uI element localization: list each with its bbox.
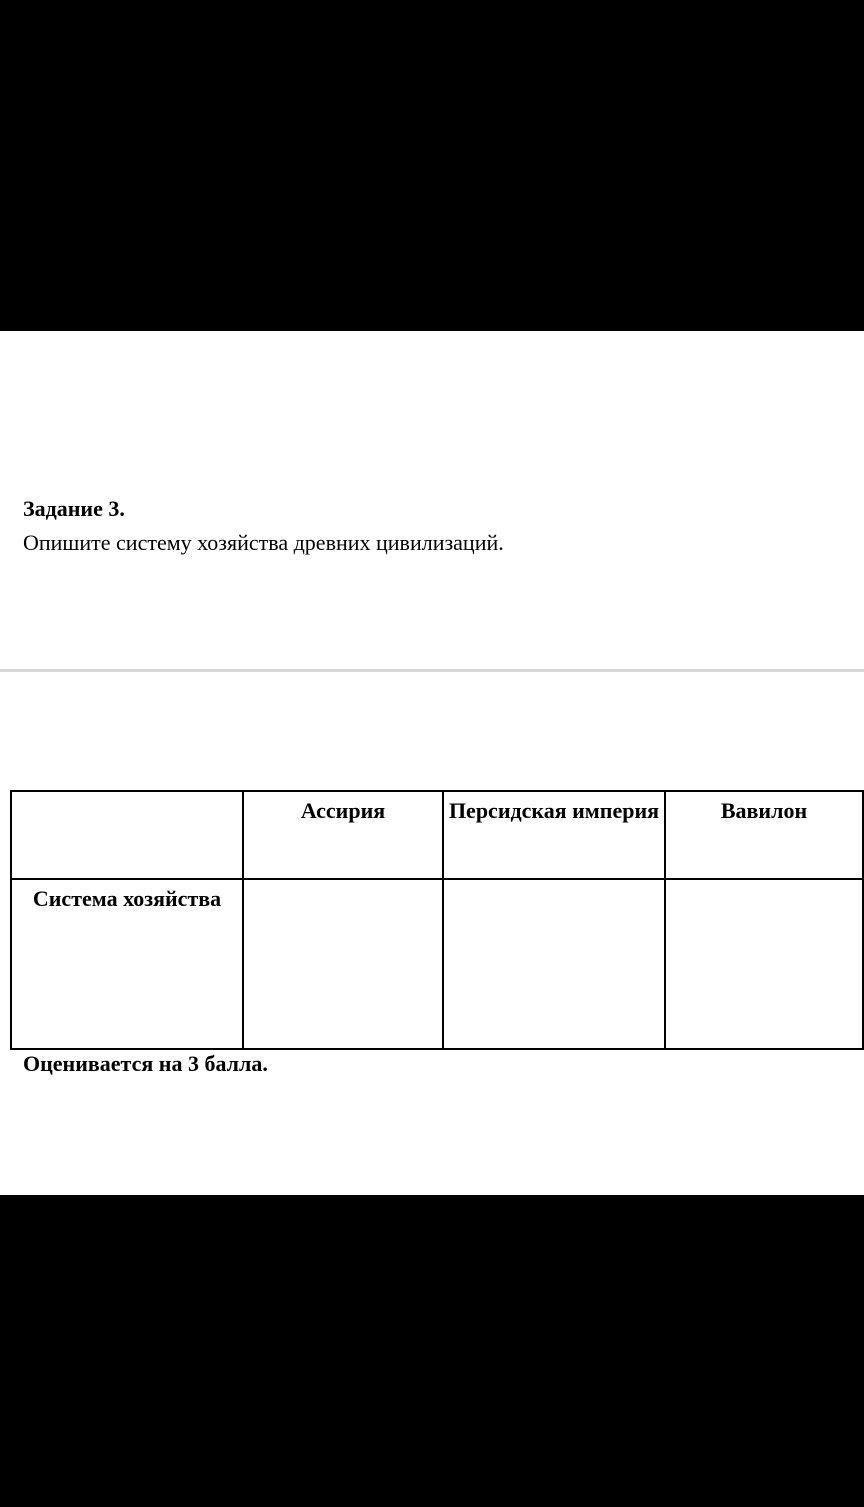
answer-cell-persian-empire[interactable] [443, 879, 665, 1049]
column-header-persian-empire: Персидская империя [443, 791, 665, 879]
document-page [0, 331, 864, 1195]
column-header-assyria: Ассирия [243, 791, 443, 879]
divider [0, 669, 864, 672]
column-header-babylon: Вавилон [665, 791, 863, 879]
answer-cell-babylon[interactable] [665, 879, 863, 1049]
row-header-economy-system: Система хозяйства [11, 879, 243, 1049]
score-note: Оценивается на 3 балла. [23, 1051, 268, 1076]
task-title: Задание 3. [23, 496, 125, 521]
answer-table [10, 790, 864, 1050]
table-corner-cell [11, 791, 243, 879]
task-instruction: Опишите систему хозяйства древних цивилизаций. [23, 530, 504, 555]
table-row [11, 879, 863, 1049]
table-header-row [11, 791, 863, 879]
answer-cell-assyria[interactable] [243, 879, 443, 1049]
